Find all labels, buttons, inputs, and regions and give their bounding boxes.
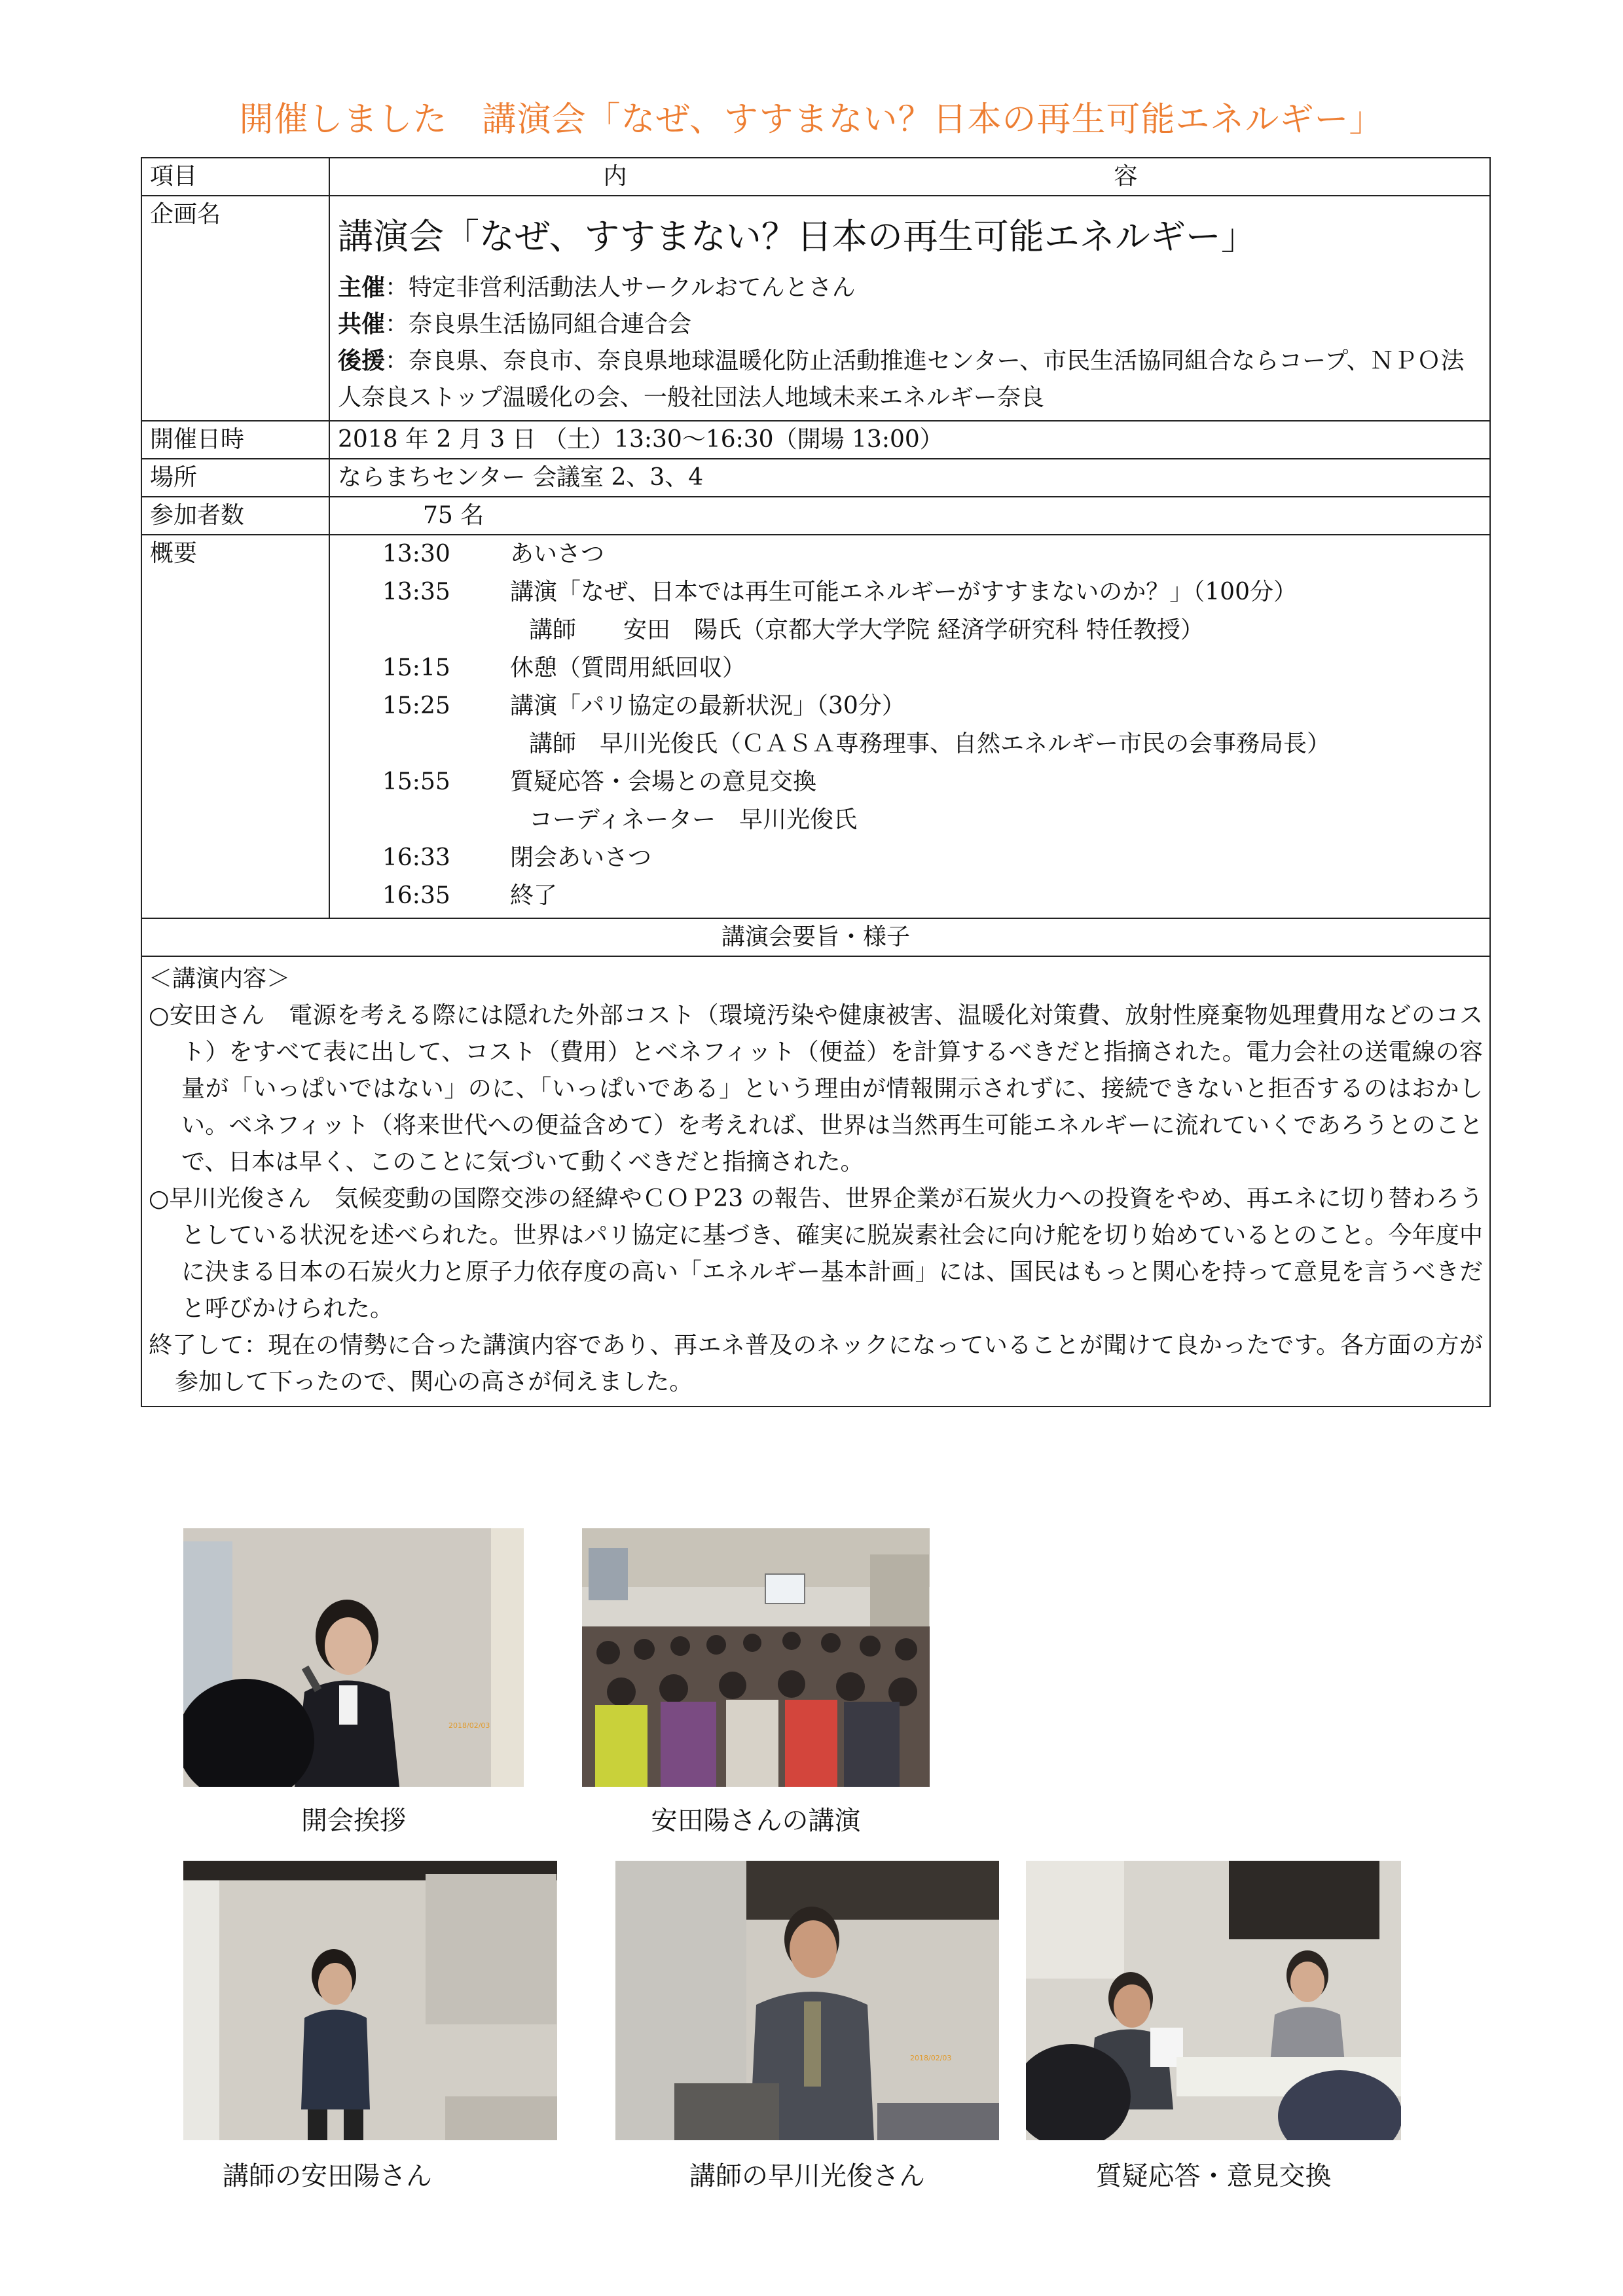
- attendees-value: 75 名: [423, 502, 484, 529]
- photo-date-stamp: 2018/02/03: [448, 1721, 490, 1730]
- schedule-text: あいさつ: [510, 541, 605, 567]
- overview-label: 概要: [141, 535, 329, 918]
- plan-cell: [329, 196, 1490, 421]
- page-title: 開催しました 講演会「なぜ、すすまない？日本の再生可能エネルギー」: [239, 100, 1384, 139]
- caption-opening-address: 開会挨拶: [301, 1806, 406, 1836]
- host-value: ：特定非営利活動法人サークルおてんとさん: [385, 274, 856, 301]
- overview-row: [141, 535, 1490, 918]
- schedule-item: [338, 687, 1482, 763]
- photo-opening-address-image: [183, 1528, 524, 1787]
- photo-date-stamp: 2018/02/03: [910, 2054, 952, 2062]
- schedule-item: [338, 839, 1482, 877]
- schedule-text: 講演「パリ協定の最新状況」（30分）: [510, 692, 905, 719]
- schedule-text: 講演「なぜ、日本では再生可能エネルギーがすすまないのか？」（100分）: [510, 579, 1297, 605]
- photo-lecture-audience: [582, 1528, 930, 1787]
- date-label: 開催日時: [141, 421, 329, 459]
- attendees-label: 参加者数: [141, 497, 329, 535]
- schedule-text: 終了: [510, 882, 558, 909]
- schedule-text: 質疑応答・会場との意見交換: [510, 768, 817, 795]
- summary-yasuda: ○安田さん 電源を考える際には隠れた外部コスト（環境汚染や健康被害、温暖化対策費、放射性廃棄物処理費用などのコスト）をすべて表に出して、コスト（費用）とベネフィット（便益）を計算するべきだと指摘された。電力会社の送電線の容量が「いっぱいではない」のに、「いっぱいである」という理由が情報開示されずに、接続できないと拒否するのはおかしい。ベネフィット（将来世代への便益含めて）を考えれば、世界は当然再生可能エネルギーに流れていくであろうとのことで、日本は早く、このことに気づいて動くべきだと指摘された。: [149, 1002, 1483, 1175]
- caption-qa-session: 質疑応答・意見交換: [1095, 2161, 1332, 2191]
- schedule-speaker: 講師 安田 陽氏（京都大学大学院 経済学研究科 特任教授）: [529, 617, 1204, 643]
- support-label: 後援: [338, 348, 386, 374]
- support-line: [338, 343, 1482, 420]
- summary-closing: 終了して：現在の情勢に合った講演内容であり、再エネ普及のネックになっていることが聞けて良かったです。各方面の方が参加して下ったので、関心の高さが伺えました。: [149, 1332, 1483, 1395]
- schedule-item: [338, 535, 1482, 573]
- host-line: [338, 270, 1482, 306]
- schedule-time: 13:35: [382, 579, 450, 605]
- date-row: [141, 421, 1490, 459]
- photo-opening-address: [183, 1528, 524, 1787]
- schedule-item: [338, 763, 1482, 839]
- cohost-label: 共催: [338, 311, 386, 338]
- plan-row: [141, 196, 1490, 421]
- attendees-row: [141, 497, 1490, 535]
- photo-lecturer-hayakawa: [615, 1861, 999, 2140]
- event-report-table: [141, 157, 1491, 1407]
- photo-lecturer-yasuda: [183, 1861, 557, 2140]
- schedule-text: 休憩（質問用紙回収）: [510, 655, 746, 681]
- host-label: 主催: [338, 274, 386, 301]
- schedule-time: 15:55: [382, 768, 450, 795]
- schedule-speaker: 講師 早川光俊氏（ＣＡＳＡ専務理事、自然エネルギー市民の会事務局長）: [529, 730, 1331, 757]
- col-content-header: 内 容: [329, 158, 1490, 196]
- summary-title: 講演会要旨・様子: [141, 918, 1490, 956]
- date-value: 2018 年 2 月 3 日 （土）13:30～16:30（開場 13:00）: [329, 421, 1490, 459]
- event-name: 講演会「なぜ、すすまない？日本の再生可能エネルギー」: [338, 216, 1256, 257]
- summary-title-row: [141, 918, 1490, 956]
- cohost-value: ：奈良県生活協同組合連合会: [385, 311, 692, 338]
- summary-body: [141, 956, 1490, 1407]
- support-value: ：奈良県、奈良市、奈良県地球温暖化防止活動推進センター、市民生活協同組合ならコープ、ＮＰＯ法人奈良ストップ温暖化の会、一般社団法人地域未来エネルギー奈良: [338, 348, 1465, 411]
- schedule-item: [338, 877, 1482, 915]
- col-item-header: 項目: [141, 158, 329, 196]
- photo-qa-session: [1026, 1861, 1401, 2140]
- schedule-time: 13:30: [382, 541, 450, 567]
- schedule-item: [338, 649, 1482, 687]
- schedule-item: [338, 573, 1482, 649]
- cohost-line: [338, 306, 1482, 343]
- attendees-cell: [329, 497, 1490, 535]
- schedule-time: 15:15: [382, 655, 450, 681]
- caption-lecture-audience: 安田陽さんの講演: [651, 1806, 861, 1836]
- schedule-time: 16:33: [382, 844, 450, 871]
- place-label: 場所: [141, 459, 329, 497]
- place-value: ならまちセンター 会議室 2、3、4: [329, 459, 1490, 497]
- table-header-row: [141, 158, 1490, 196]
- summary-heading: ＜講演内容＞: [149, 965, 291, 992]
- schedule-coordinator: コーディネーター 早川光俊氏: [529, 806, 858, 833]
- schedule-time: 15:25: [382, 692, 450, 719]
- summary-hayakawa: ○早川光俊さん 気候変動の国際交渉の経緯やＣＯＰ23 の報告、世界企業が石炭火力への投資をやめ、再エネに切り替わろうとしている状況を述べられた。世界はパリ協定に基づき、確実に脱炭素社会に向け舵を切り始めているとのこと。今年度中に決まる日本の石炭火力と原子力依存度の高い「エネルギー基本計画」には、国民はもっと関心を持って意見を言うべきだと呼びかけられた。: [149, 1185, 1483, 1322]
- schedule-time: 16:35: [382, 882, 450, 909]
- summary-body-row: [141, 956, 1490, 1407]
- caption-lecturer-hayakawa: 講師の早川光俊さん: [689, 2161, 925, 2191]
- place-row: [141, 459, 1490, 497]
- plan-label: 企画名: [141, 196, 329, 421]
- caption-lecturer-yasuda: 講師の安田陽さん: [223, 2161, 432, 2191]
- schedule-text: 閉会あいさつ: [510, 844, 652, 871]
- schedule-cell: [329, 535, 1490, 918]
